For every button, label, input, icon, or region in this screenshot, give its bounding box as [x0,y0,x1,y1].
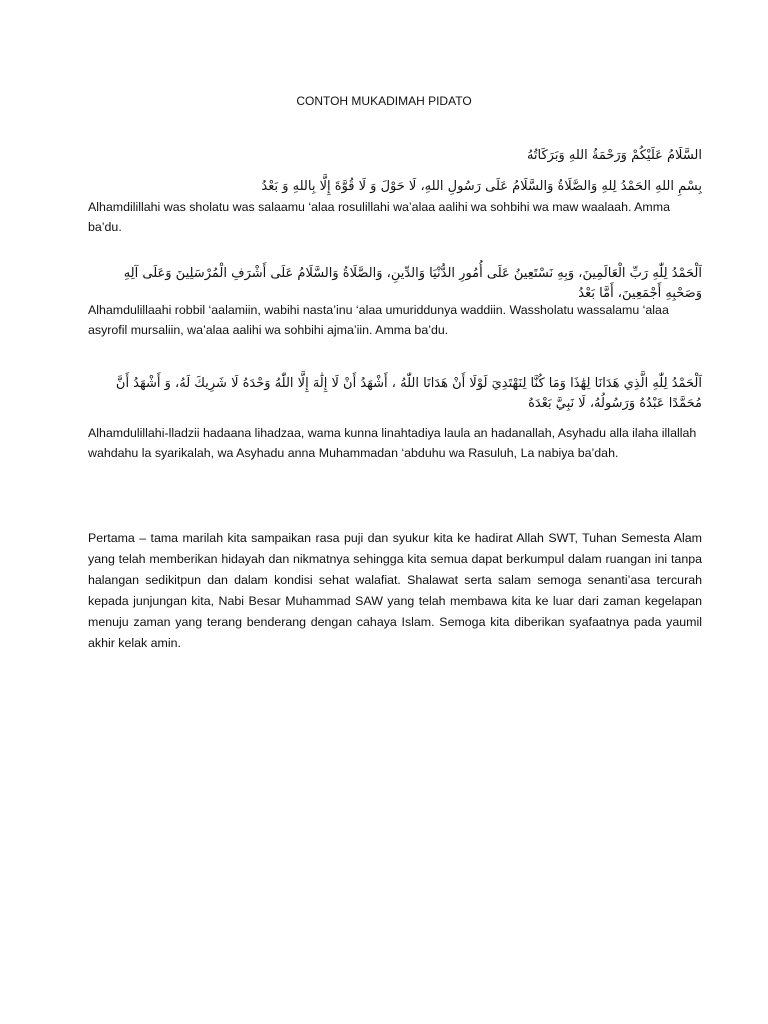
body-paragraph: Pertama – tama marilah kita sampaikan rasa puji dan syukur kita ke hadirat Allah SWT, Tuhan Semesta Alam yang telah memberikan hidayah dan nikmatnya sehingga kita semua dapat berkumpul dalam ruangan ini tanpa halangan sedikitpun dan dalam kondisi sehat walafiat. Shalawat serta salam semoga senanti’asa tercurah kepada junjungan kita, Nabi Besar Muhammad SAW yang telah membawa kita ke luar dari zaman kegelapan menuju zaman yang terang benderang dengan cahaya Islam. Semoga kita diberikan syafaatnya pada yaumil akhir kelak amin. [88,531,702,650]
opening-1-latin: Alhamdilillahi was sholatu was salaamu ‘alaa rosulillahi wa’alaa aalihi wa sohbihi wa maw waalaah. Amma ba’du. [88,200,670,234]
opening-1-arabic: بِسْمِ اللهِ الحَمْدُ لِلهِ وَالصَّلَاةُ وَالسَّلَامُ عَلَى رَسُولِ اللهِ، لَا حَوْلَ وَ لَا قُوَّةَ إِلَّا بِاللهِ وَ بَعْدُ [261,179,702,194]
opening-2-arabic: اَلْحَمْدُ لِلّٰهِ رَبِّ الْعَالَمِينَ، وَبِهِ نَسْتَعِينُ عَلَى أُمُورِ الدُّنْيَا وَالدِّينِ، وَالصَّلَاةُ وَالسَّلَامُ عَلَى أَشْرَفِ الْمُرْسَلِينَ وَعَلَى آلِهِ وَصَحْبِهِ أَجْمَعِينَ، أَمَّا بَعْدُ [123,266,702,301]
opening-2-latin: Alhamdulillaahi robbil ‘aalamiin, wabihi nasta’inu ‘alaa umuriddunya waddiin. Wassholatu wassalamu ‘alaa asyrofil mursaliin, wa’alaa aalihi wa sohbihi ajma’iin. Amma ba’du. [88,303,669,337]
greeting-arabic: السَّلَامُ عَلَيْكُمْ وَرَحْمَةُ اللهِ وَبَرَكَاتُهُ [526,148,702,163]
opening-3-latin: Alhamdulillahi-lladzii hadaana lihadzaa, wama kunna linahtadiya laula an hadanallah, Asyhadu alla ilaha illallah wahdahu la syarikalah, wa Asyhadu anna Muhammadan ‘abduhu wa Rasuluh, La nabiya ba’dah. [88,426,697,460]
opening-3-arabic: اَلْحَمْدُ لِلّٰهِ الَّذِي هَدَانَا لِهَٰذَا وَمَا كُنَّا لِنَهْتَدِيَ لَوْلَا أَنْ هَدَانَا اللّٰهُ ، أَشْهَدُ أَنْ لَا إِلَٰهَ إِلَّا اللّٰهُ وَحْدَهُ لَا شَرِيكَ لَهُ، وَ أَشْهَدُ أَنَّ مُحَمَّدًا عَبْدُهُ وَرَسُولُهُ، لَا نَبِيَّ بَعْدَهُ [115,376,702,411]
document-title: CONTOH MUKADIMAH PIDATO [296,94,472,108]
